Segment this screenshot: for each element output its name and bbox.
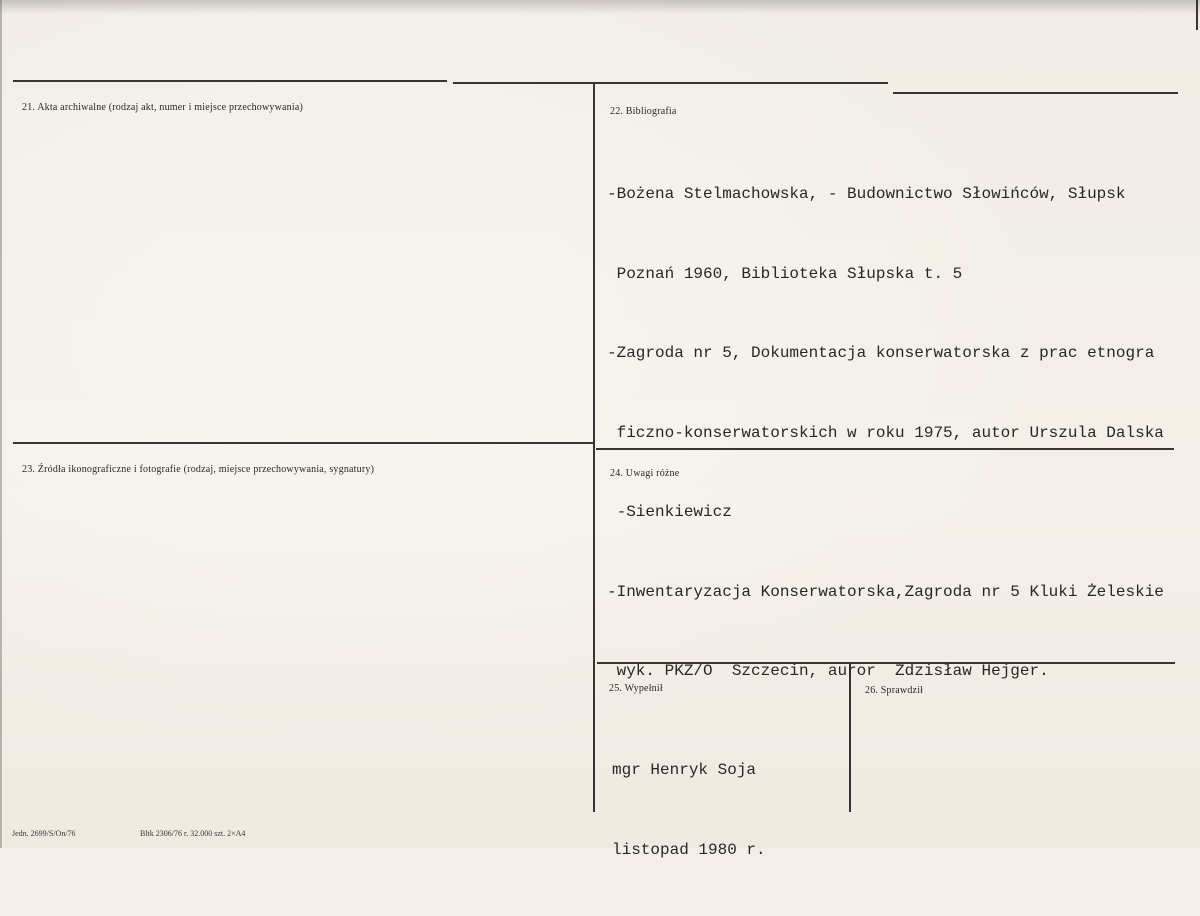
top-divider-middle [453,82,888,84]
bibliography-text [607,128,1164,738]
filled-by-date: listopad 1980 r. [612,840,766,859]
filled-by-name: mgr Henryk Soja [612,761,757,779]
left-edge-shadow [0,0,2,848]
bibliography-line: -Bożena Stelmachowska, - Budownictwo Słowińców, Słupsk [607,185,1126,203]
top-divider-left [13,80,447,82]
footer-print-info: Bltk 2306/76 r. 32.000 szt. 2×A4 [140,829,246,838]
filled-by-text [612,704,766,916]
field-26-label: 26. Sprawdził [865,685,924,696]
field-24-label: 24. Uwagi różne [610,468,680,479]
field-21-label: 21. Akta archiwalne (rodzaj akt, numer i miejsce przechowywania) [22,102,304,113]
right-edge-line [1196,0,1198,30]
bibliography-line: -Inwentaryzacja Konserwatorska,Zagroda nr 5 Kluki Żeleskie [607,582,1164,601]
field-25-label: 25. Wypełnił [609,683,663,694]
center-vertical-line [593,84,595,812]
bibliography-line: ficzno-konserwatorskich w roku 1975, autor Urszula Dalska [607,423,1164,442]
footer-left-code: Jedn. 2699/S/On/76 [12,829,76,838]
bibliography-line: wyk. PKZ/O Szczecin, auror Zdzisław Hejger. [607,662,1049,680]
field-22-label: 22. Bibliografia [610,106,677,117]
bibliography-line: -Zagroda nr 5, Dokumentacja konserwatorska z prac etnogra [607,344,1155,362]
top-divider-right [893,92,1178,94]
top-edge-shadow [0,0,1200,14]
middle-divider-left [13,442,593,444]
field-23-label: 23. Źródła ikonograficzne i fotografie (rodzaj, miejsce przechowywania, sygnatury) [22,464,375,475]
bibliography-line: -Sienkiewicz [607,503,732,521]
bibliography-line: Poznań 1960, Biblioteka Słupska t. 5 [607,264,963,283]
